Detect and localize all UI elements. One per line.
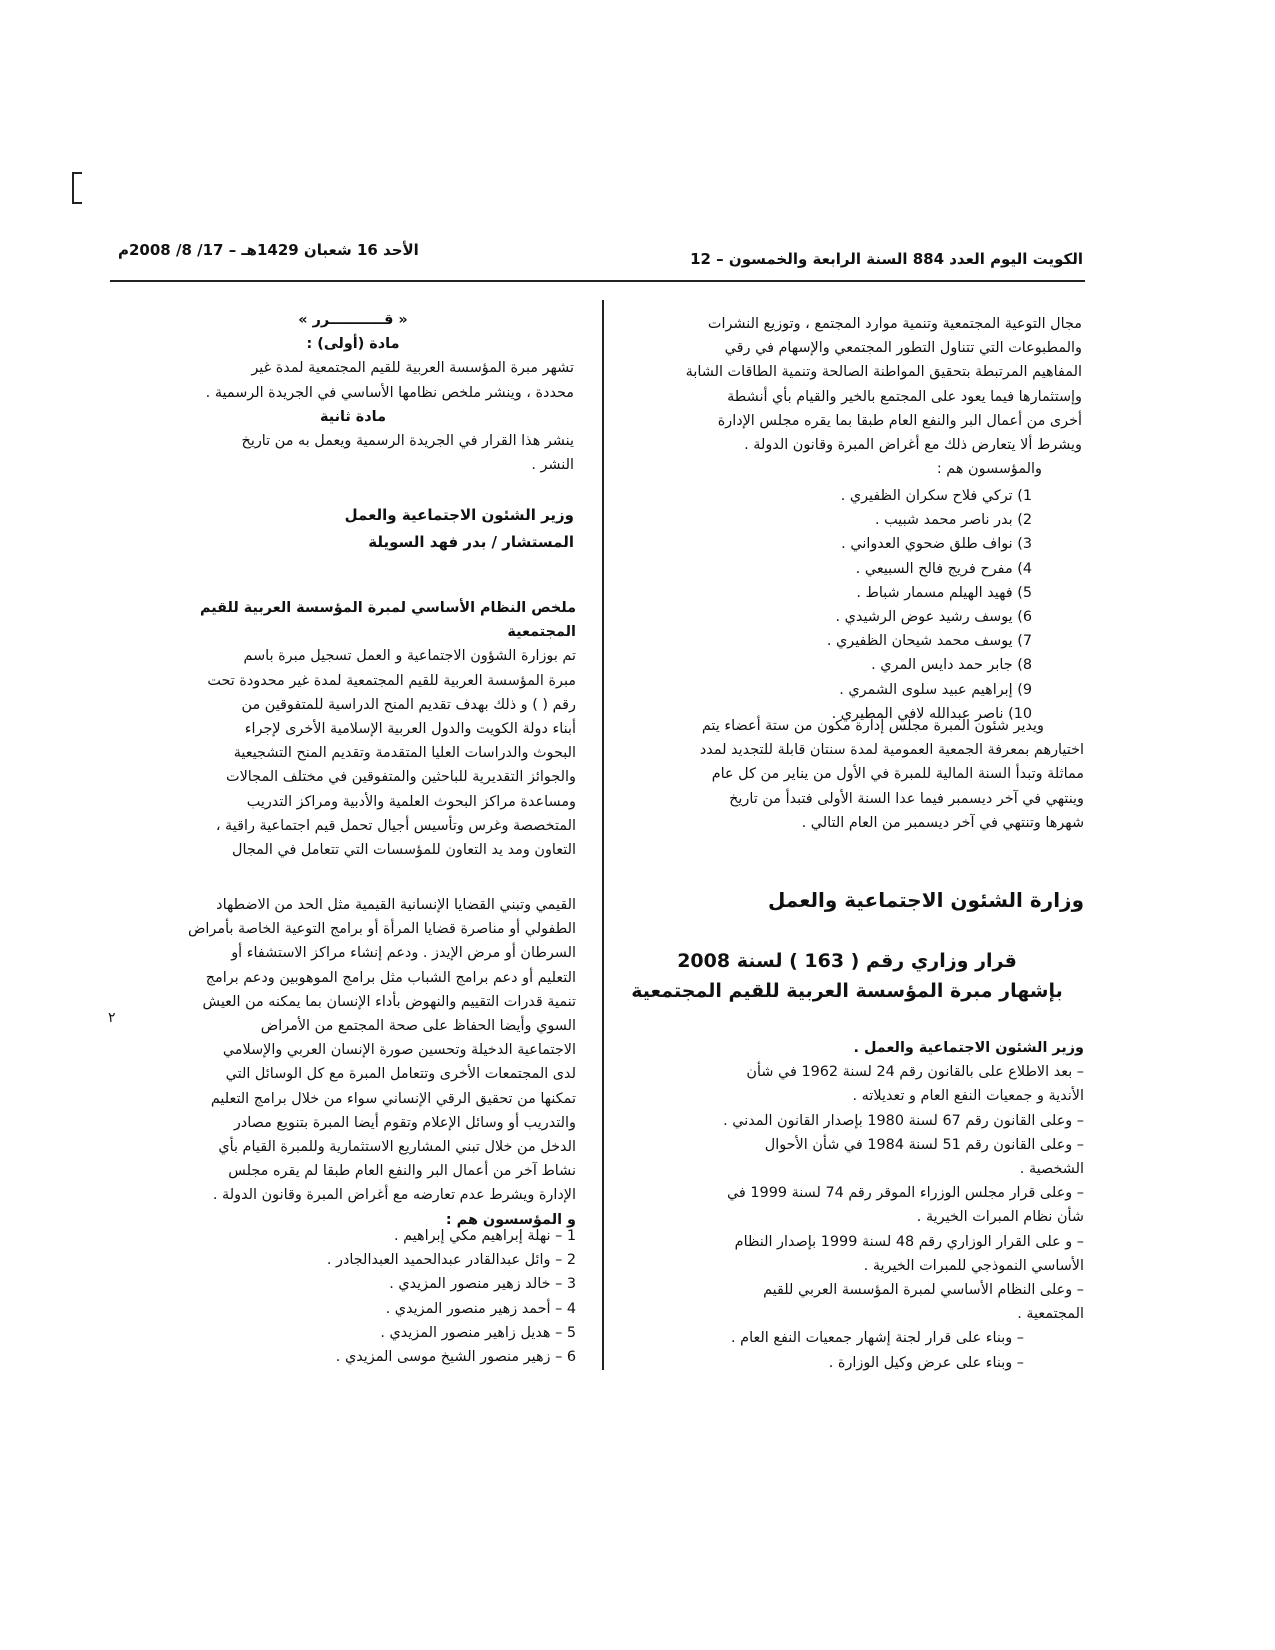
- text-line: شهرها وتنتهي في آخر ديسمبر من العام التالي .: [801, 814, 1084, 831]
- text-line: ويدير شئون المبرة مجلس إدارة مكون من ستة أعضاء يتم: [701, 718, 1044, 734]
- article-1-title: مادة (أولى) :: [306, 336, 400, 353]
- list-item: 6) يوسف رشيد عوض الرشيدي .: [835, 609, 1032, 626]
- text-line: التعاون ومد يد التعاون للمؤسسات التي تتعامل في المجال: [232, 842, 576, 859]
- list-item: 10) ناصر عبدالله لافي المطيري .: [831, 705, 1032, 722]
- text-line: التعليم أو دعم برامج الشباب مثل برامج الموهوبين ودعم برامج: [205, 969, 576, 986]
- preamble-heading: وزير الشئون الاجتماعية والعمل .: [853, 1040, 1084, 1056]
- stray-mark: ٢: [108, 1010, 116, 1026]
- text-line: – وعلى القانون رقم 67 لسنة 1980 بإصدار القانون المدني .: [723, 1112, 1084, 1129]
- summary-title: ملخص النظام الأساسي لمبرة المؤسسة العربية للقيم المجتمعية: [199, 600, 576, 641]
- text-line: البحوث والدراسات العليا المتقدمة وتقديم المنح التشجيعية: [233, 745, 576, 762]
- text-line: – وعلى القانون رقم 51 لسنة 1984 في شأن الأحوال: [764, 1136, 1084, 1153]
- text-line: الدخل من خلال تبني المشاريع الاستثمارية وللمبرة القيام بأي: [218, 1139, 576, 1156]
- list-item: 9) إبراهيم عبيد سلوى الشمري .: [839, 681, 1032, 698]
- ministry-title: وزارة الشئون الاجتماعية والعمل: [767, 888, 1084, 912]
- text-line: المتخصصة وغرس وتأسيس أجيال تحمل قيم اجتماعية راقية ،: [215, 817, 576, 834]
- text-line: السرطان أو مرض الإيدز . ودعم إنشاء مراكز الاستشفاء أو: [231, 945, 576, 962]
- column-divider: [602, 300, 604, 1370]
- text-line: لدى المجتمعات الأخرى وتتعامل المبرة مع كل الوسائل التي: [225, 1066, 576, 1083]
- text-line: الاجتماعية الدخيلة وتحسين صورة الإنسان العربي والإسلامي: [222, 1042, 576, 1059]
- bylaws-summary: [132, 596, 576, 862]
- text-line: والجوائز التقديرية للباحثين والمتفوقين في مختلف المجالات: [226, 769, 576, 786]
- founders-label: و المؤسسون هم :: [445, 1211, 576, 1228]
- minister-signature: [132, 502, 574, 556]
- list-item: 7) يوسف محمد شيحان الظفيري .: [826, 633, 1032, 650]
- summary-continuation: [132, 893, 576, 1232]
- list-item: 8) جابر حمد دايس المري .: [871, 657, 1032, 674]
- header-issue-info: الكويت اليوم العدد 884 السنة الرابعة والخمسون – 12: [690, 250, 1083, 268]
- text-line: ينشر هذا القرار في الجريدة الرسمية ويعمل به من تاريخ: [241, 433, 574, 450]
- left-founders-list: [276, 1224, 576, 1369]
- text-line: رقم ( ) و ذلك بهدف تقديم المنح الدراسية للمتفوقين من: [241, 696, 576, 713]
- text-line: مبرة المؤسسة العربية للقيم المجتمعية لمدة غير محدودة تحت: [207, 672, 576, 689]
- text-line: وإستثمارها فيما يعود على المجتمع بالخير والقيام بأي أنشطة: [727, 388, 1082, 405]
- text-line: أبناء دولة الكويت والدول العربية الإسلامية الأخرى لإجراء: [244, 721, 576, 738]
- text-line: الإدارة ويشرط عدم تعارضه مع أغراض المبرة وقانون الدولة .: [212, 1187, 576, 1204]
- text-line: اختيارهم بمعرفة الجمعية العمومية لمدة سنتان قابلة للتجديد لمدد: [699, 742, 1084, 759]
- text-line: المجتمعية .: [1017, 1306, 1084, 1323]
- list-item: 3 – خالد زهير منصور المزيدي .: [389, 1276, 576, 1293]
- text-line: تمكنها من تحقيق الرقي الإنساني سواء من خلال برامج التعليم: [210, 1090, 576, 1107]
- minister-name: المستشار / بدر فهد السويلة: [368, 533, 574, 551]
- text-line: وينتهي في آخر ديسمبر فيما عدا السنة الأولى فتبدأ من تاريخ: [729, 790, 1084, 807]
- text-line: والمطبوعات التي تتناول التطور المجتمعي والإسهام في رقي: [724, 340, 1082, 357]
- list-item: 1) تركي فلاح سكران الظفيري .: [840, 488, 1032, 504]
- text-line: مجال التوعية المجتمعية وتنمية موارد المجتمع ، وتوزيع النشرات: [707, 316, 1082, 332]
- decree-number: قرار وزاري رقم ( 163 ) لسنة 2008: [677, 950, 1017, 972]
- list-item: 1 – نهلة إبراهيم مكي إبراهيم .: [393, 1228, 576, 1244]
- text-line: مماثلة وتبدأ السنة المالية للمبرة في الأول من يناير من كل عام: [711, 766, 1084, 783]
- decision-block: [132, 308, 574, 477]
- text-line: ويشرط ألا يتعارض ذلك مع أغراض المبرة وقانون الدولة .: [744, 437, 1082, 454]
- decree-title: [612, 946, 1082, 1006]
- header-date: الأحد 16 شعبان 1429هـ – 17/ 8/ 2008م: [118, 241, 419, 259]
- text-line: الأندية و جمعيات النفع العام و تعديلاته .: [852, 1088, 1084, 1105]
- text-line: محددة ، وينشر ملخص نظامها الأساسي في الجريدة الرسمية .: [205, 384, 574, 401]
- list-item: 4 – أحمد زهير منصور المزيدي .: [385, 1300, 576, 1317]
- text-line: النشر .: [531, 457, 574, 474]
- corner-bracket-mark: [72, 172, 82, 204]
- right-board-paragraph: [622, 714, 1084, 835]
- text-line: تشهر مبرة المؤسسة العربية للقيم المجتمعية لمدة غير: [251, 360, 574, 377]
- header-rule: [110, 280, 1085, 282]
- list-item: 2 – وائل عبدالقادر عبدالحميد العبدالجادر .: [326, 1252, 576, 1269]
- text-line: المفاهيم المرتبطة بتحقيق المواطنة الصالحة وتنمية الطاقات الشابة: [685, 364, 1082, 381]
- decision-title: « قـــــــــــرر »: [298, 312, 408, 328]
- right-intro: [622, 312, 1082, 481]
- text-line: الأساسي النموذجي للمبرات الخيرية .: [863, 1257, 1084, 1274]
- article-2-title: مادة ثانية: [319, 408, 387, 425]
- minister-title: وزير الشئون الاجتماعية والعمل: [344, 506, 574, 524]
- list-item: 2) بدر ناصر محمد شبيب .: [874, 512, 1032, 529]
- text-line: الشخصية .: [1019, 1161, 1084, 1178]
- text-line: نشاط آخر من أعمال البر والنفع العام طبقا لم يقره مجلس: [228, 1163, 576, 1180]
- text-line: – بعد الاطلاع على بالقانون رقم 24 لسنة 1962 في شأن: [746, 1064, 1084, 1081]
- list-item: 5 – هديل زاهير منصور المزيدي .: [380, 1324, 576, 1341]
- text-line: أخرى من أعمال البر والنفع العام طبقا بما يقره مجلس الإدارة: [717, 412, 1082, 429]
- list-item: 6 – زهير منصور الشيخ موسى المزيدي .: [335, 1349, 576, 1366]
- list-item: 3) نواف طلق ضحوي العدواني .: [841, 536, 1032, 553]
- list-item: 4) مفرح فريج فالح السبيعي .: [855, 560, 1032, 577]
- text-line: – وعلى النظام الأساسي لمبرة المؤسسة العربي للقيم: [763, 1282, 1084, 1299]
- text-line: ومساعدة مراكز البحوث العلمية والأدبية ومراكز التدريب: [246, 793, 576, 810]
- text-line: – وعلى قرار مجلس الوزراء الموقر رقم 74 لسنة 1999 في: [726, 1185, 1084, 1202]
- text-line: تم بوزارة الشؤون الاجتماعية و العمل تسجيل مبرة باسم: [243, 648, 576, 665]
- text-line: – وبناء على قرار لجنة إشهار جمعيات النفع العام .: [731, 1330, 1024, 1347]
- text-line: شأن نظام المبرات الخيرية .: [916, 1209, 1084, 1226]
- decree-preamble: [622, 1036, 1084, 1375]
- decree-subject: بإشهار مبرة المؤسسة العربية للقيم المجتمعية: [631, 980, 1063, 1002]
- text-line: والتدريب أو وسائل الإعلام وتقوم أيضا المبرة بتنويع مصادر: [233, 1114, 576, 1131]
- text-line: – وبناء على عرض وكيل الوزارة .: [828, 1354, 1024, 1371]
- text-line: تنمية قدرات التقييم والنهوض بأداء الإنسان بما يمكنه من العيش: [202, 993, 576, 1010]
- text-line: القيمي وتبني القضايا الإنسانية القيمية مثل الحد من الاضطهاد: [216, 897, 576, 913]
- text-line: الطفولي أو مناصرة قضايا المرأة أو برامج التوعية الخاصة بأمراض: [188, 921, 576, 938]
- text-line: السوي وأيضا الحفاظ على صحة المجتمع من الأمراض: [260, 1018, 576, 1035]
- text-line: – و على القرار الوزاري رقم 48 لسنة 1999 بإصدار النظام: [734, 1233, 1084, 1250]
- list-item: 5) فهيد الهيلم مسمار شباط .: [856, 584, 1032, 601]
- right-founders-list: [660, 484, 1032, 726]
- founders-label: والمؤسسون هم :: [936, 461, 1042, 478]
